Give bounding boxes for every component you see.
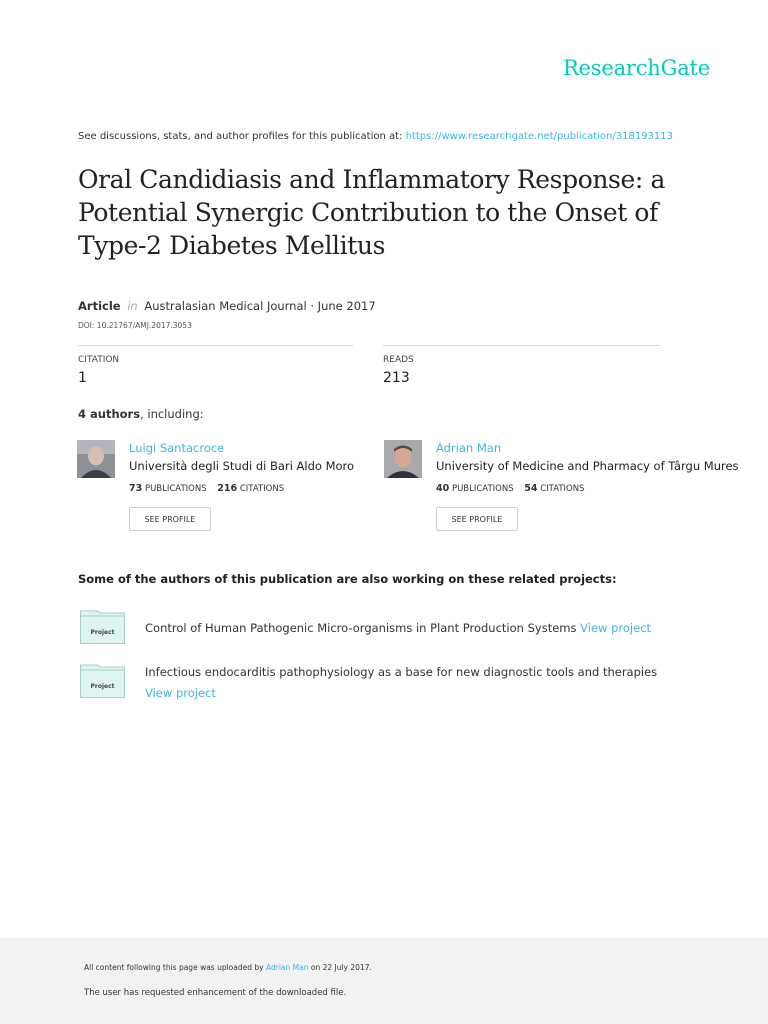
project-description (145, 662, 665, 704)
author-name-link[interactable]: Luigi Santacroce (129, 441, 225, 455)
journal-date[interactable]: Australasian Medical Journal · June 2017 (144, 299, 376, 313)
discussion-line (78, 131, 718, 142)
person-photo-icon (384, 440, 422, 478)
view-project-link[interactable]: View project (145, 686, 216, 700)
citations-count: 54 (524, 483, 538, 494)
doi: DOI: 10.21767/AMJ.2017.3053 (78, 321, 192, 330)
citation-label: CITATION (78, 355, 120, 365)
author-institution[interactable]: Università degli Studi di Bari Aldo Moro (129, 459, 355, 473)
authors-suffix: , including: (140, 407, 204, 421)
in-word: in (127, 299, 138, 313)
citations-label: CITATIONS (239, 484, 285, 494)
project-folder-label: Project (90, 629, 115, 636)
publication-url-link[interactable]: https://www.researchgate.net/publication/318193113 (405, 131, 674, 142)
project-title: Control of Human Pathogenic Micro-organisms in Plant Production Systems (145, 621, 577, 635)
see-profile-button[interactable]: SEE PROFILE (129, 507, 211, 531)
authors-count: 4 authors (78, 407, 141, 421)
reads-label: READS (383, 355, 414, 365)
uploader-link[interactable]: Adrian Man (265, 963, 309, 972)
authors-heading (78, 407, 204, 421)
related-projects-heading: Some of the authors of this publication are also working on these related projects: (78, 572, 617, 586)
person-photo-icon (77, 440, 115, 478)
folder-icon[interactable] (80, 664, 125, 698)
project-description (145, 618, 665, 639)
project-title: Infectious endocarditis pathophysiology as a base for new diagnostic tools and therapies (145, 665, 658, 679)
publications-count: 40 (436, 483, 450, 494)
footer (0, 938, 768, 1024)
author-stats (436, 483, 585, 494)
view-project-link[interactable]: View project (580, 621, 651, 635)
avatar[interactable] (77, 440, 115, 478)
enhancement-note: The user has requested enhancement of the downloaded file. (84, 988, 347, 998)
citations-count: 216 (217, 483, 238, 494)
avatar[interactable] (384, 440, 422, 478)
publications-count: 73 (129, 483, 143, 494)
researchgate-logo[interactable]: ResearchGate (562, 56, 710, 80)
article-meta (78, 299, 376, 313)
folder-icon[interactable] (80, 610, 125, 644)
see-profile-button[interactable]: SEE PROFILE (436, 507, 518, 531)
citation-count: 1 (78, 370, 87, 386)
upload-date: on 22 July 2017. (310, 963, 372, 972)
article-type: Article (78, 299, 121, 313)
project-folder-label: Project (90, 683, 115, 690)
discussion-text: See discussions, stats, and author profiles for this publication at: (78, 131, 403, 142)
citations-label: CITATIONS (540, 484, 585, 494)
upload-prefix: All content following this page was uploaded by (84, 963, 264, 972)
reads-divider (383, 345, 660, 346)
reads-count: 213 (383, 370, 410, 386)
author-stats (129, 483, 284, 494)
author-institution[interactable]: University of Medicine and Pharmacy of Târgu Mures (436, 459, 739, 473)
publication-title: Oral Candidiasis and Inflammatory Response: a Potential Synergic Contribution to the Onset of Type-2 Diabetes Mellitus (78, 165, 665, 260)
publications-label: PUBLICATIONS (451, 484, 514, 494)
author-name-link[interactable]: Adrian Man (436, 441, 502, 455)
upload-info (84, 963, 372, 972)
citation-divider (78, 345, 353, 346)
publications-label: PUBLICATIONS (144, 484, 207, 494)
